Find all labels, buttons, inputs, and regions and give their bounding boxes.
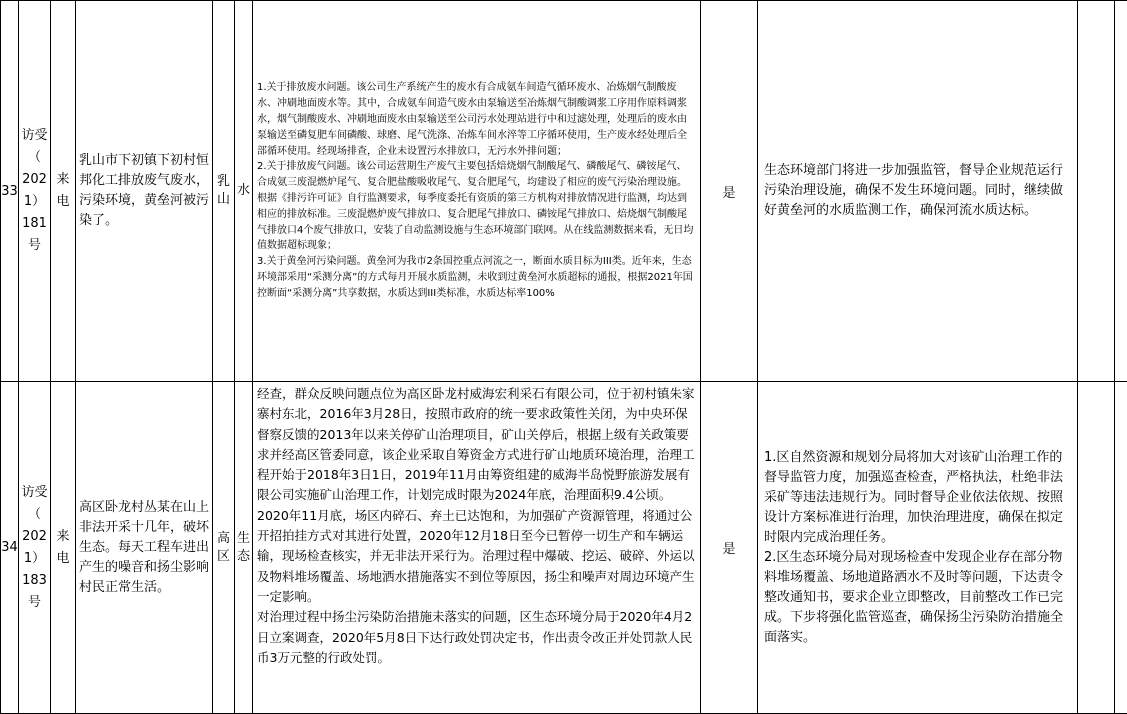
category: 生 态 — [235, 382, 253, 714]
row-number: 33 — [1, 1, 19, 382]
investigation-details — [253, 1, 701, 382]
table-row — [1, 1, 1127, 382]
complaint-description: 乳山市下初镇下初村恒邦化工排放废气废水，污染环境，黄垒河被污染了。 — [76, 1, 213, 382]
table-row — [1, 382, 1127, 714]
complaint-description: 高区卧龙村丛某在山上非法开采十几年，破坏生态。每天工程车进出产生的噪音和扬尘影响村民正常生活。 — [76, 382, 213, 714]
empty-cell — [1078, 382, 1115, 714]
case-source: 访受 （ 202 1） 183 号 — [19, 382, 51, 714]
detail-paragraph: 2.关于排放废气问题。该公司运营期生产废气主要包括焙烧烟气制酸尾气、磷酸尾气、磷铵尾气、合成氨三废混燃炉尾气、复合肥盐酸吸收尾气、复合肥尾气，均建设了相应的废气污染治理设施。根据《排污许可证》自行监测要求，每季度委托有资质的第三方机构对排放情况进行监测，均达到相应的排放标准。三废混燃炉废气排放口、复合肥尾气排放口、磷铵尾气排放口、焙烧烟气制酸尾气排放口4个废气排放口，安装了自动监测设施与生态环境部门联网。从在线监测数据来看，无日均值数据超标现象； — [257, 159, 696, 254]
verified-status: 是 — [701, 1, 758, 382]
detail-paragraph: 经查，群众反映问题点位为高区卧龙村威海宏利采石有限公司，位于初村镇朱家寨村东北，2016年3月28日，按照市政府的统一要求政策性关闭，为中央环保督察反馈的2013年以来关停矿山治理项目，矿山关停后，根据上级有关政策要求并经高区管委同意，该企业采取自筹资金方式进行矿山地质环境治理，治理工程开始于2018年3日1日，2019年11月由筹资组建的威海半岛悦野旅游发展有限公司实施矿山治理工作，计划完成时限为2024年底，治理面积9.4公顷。2020年11月底，场区内碎石、弃土已达饱和，为加强矿产资源管理，将通过公开招拍挂方式对其进行处置，2020年12月18日至今已暂停一切生产和车辆运输，现场检查核实，并无非法开采行为。治理过程中爆破、挖运、破碎、外运以及物料堆场覆盖、场地洒水措施落实不到位等原因，扬尘和噪声对周边环境产生一定影响。 — [257, 384, 696, 607]
report-type: 来电 — [51, 382, 76, 714]
detail-paragraph: 1.关于排放废水问题。该公司生产系统产生的废水有合成氨车间造气循环废水、冶炼烟气制酸废水、冲刷地面废水等。其中，合成氨车间造气废水由泵输送至冶炼烟气制酸调浆工序用作原料调浆水，烟气制酸废水、冲刷地面废水由泵输送至公司污水处理站进行中和过滤处理，处理后的废水由泵输送至磷复肥车间磷酸、球磨、尾气洗涤、冶炼车间水淬等工序循环使用，生产废水经处理后全部循环使用。经现场排查，企业未设置污水排放口，无污水外排问题； — [257, 80, 696, 159]
detail-paragraph: 3.关于黄垒河污染问题。黄垒河为我市2条国控重点河流之一，断面水质目标为III类。近年来，生态环境部采用“采测分离”的方式每月开展水质监测，未收到过黄垒河水质超标的通报，根据2021年国控断面“采测分离”共享数据，水质达到III类标准，水质达标率100% — [257, 254, 696, 301]
report-type: 来电 — [51, 1, 76, 382]
empty-cell — [1115, 382, 1127, 714]
region: 高 区 — [213, 382, 235, 714]
category: 水 — [235, 1, 253, 382]
empty-cell — [1115, 1, 1127, 382]
row-number: 34 — [1, 382, 19, 714]
region: 乳 山 — [213, 1, 235, 382]
detail-paragraph: 对治理过程中扬尘污染防治措施未落实的问题，区生态环境分局于2020年4月2日立案调查，2020年5月8日下达行政处罚决定书，作出责令改正并处罚款人民币3万元整的行政处罚。 — [257, 607, 696, 668]
investigation-details — [253, 382, 701, 714]
case-source: 访受 （ 202 1） 181 号 — [19, 1, 51, 382]
verified-status: 是 — [701, 382, 758, 714]
rectification-measures: 1.区自然资源和规划分局将加大对该矿山治理工作的督导监管力度，加强巡查检查，严格执法，杜绝非法采矿等违法违规行为。同时督导企业依法依规、按照设计方案标准进行治理，加快治理进度，确保在拟定时限内完成治理任务。 2.区生态环境分局对现场检查中发现企业存在部分物料堆场覆盖、场地道路洒水不及时等问题，下达责令整改通知书，要求企业立即整改，目前整改工作已完成。下步将强化监管巡查，确保扬尘污染防治措施全面落实。 — [758, 382, 1078, 714]
empty-cell — [1078, 1, 1115, 382]
rectification-measures: 生态环境部门将进一步加强监管，督导企业规范运行污染治理设施，确保不发生环境问题。同时，继续做好黄垒河的水质监测工作，确保河流水质达标。 — [758, 1, 1078, 382]
